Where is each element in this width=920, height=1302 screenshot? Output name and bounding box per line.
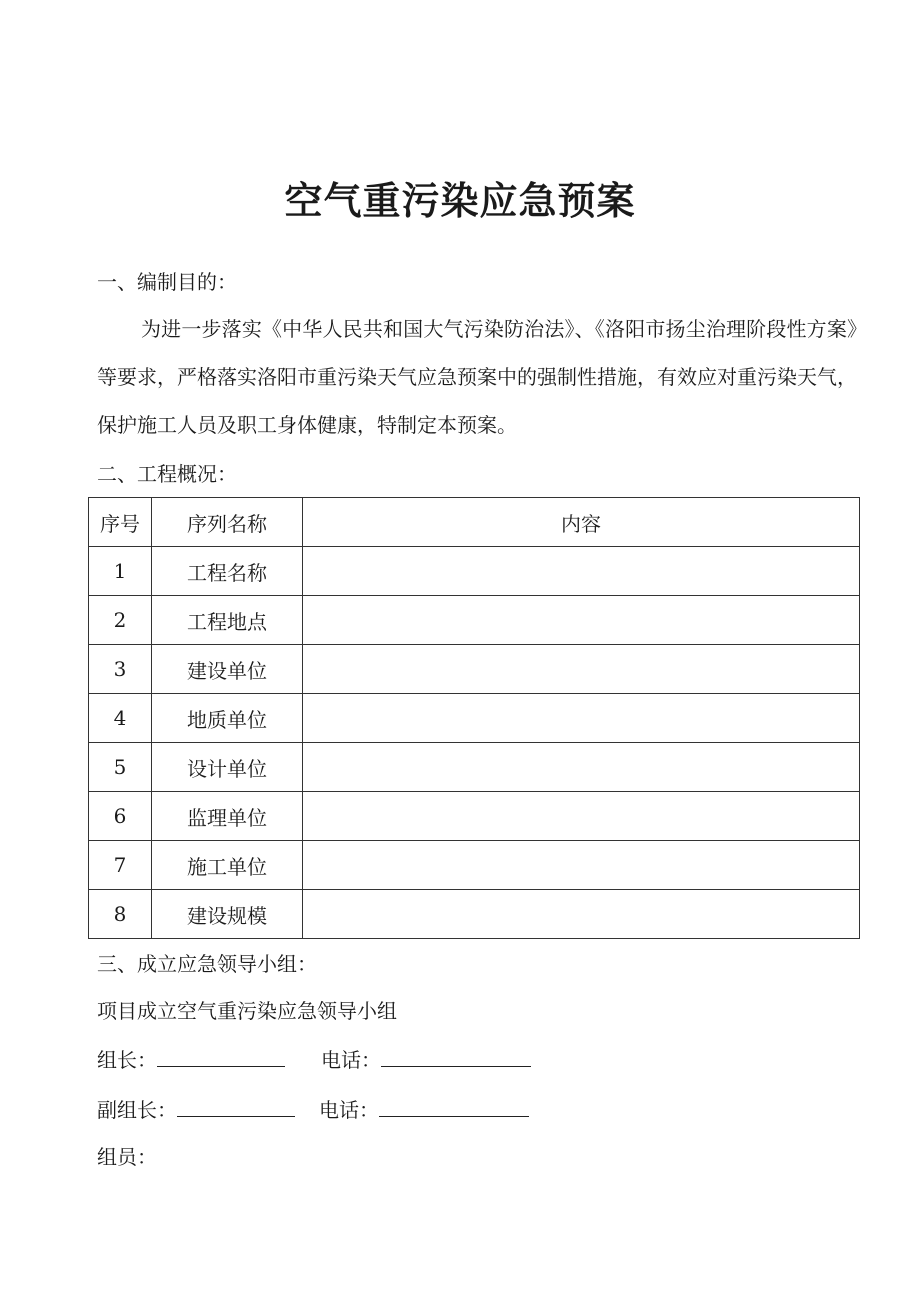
deputy-phone-blank[interactable] [379,1094,529,1117]
row-number: 8 [89,890,152,939]
deputy-phone-label: 电话： [319,1098,379,1122]
leader-phone-blank[interactable] [381,1044,531,1067]
leader-name-blank[interactable] [157,1044,285,1067]
document-title: 空气重污染应急预案 [284,178,636,223]
table-row [89,792,860,841]
table-row [89,841,860,890]
row-content-cell[interactable] [303,841,860,890]
project-overview-table [88,497,860,939]
row-item-name: 地质单位 [152,694,303,743]
table-row [89,645,860,694]
row-number: 5 [89,743,152,792]
table-row [89,890,860,939]
section-3-intro: 项目成立空气重污染应急领导小组 [97,999,397,1023]
section-1-paragraph: 为进一步落实《中华人民共和国大气污染防治法》、《洛阳市扬尘治理阶段性方案》等要求，严格落实洛阳市重污染天气应急预案中的强制性措施，有效应对重污染天气，保护施工人员及职工身体健康，特制定本预案。 [97,317,857,437]
row-item-name: 设计单位 [152,743,303,792]
section-3-heading: 三、成立应急领导小组： [97,952,317,976]
table-row [89,694,860,743]
row-item-name: 工程名称 [152,547,303,596]
row-number: 7 [89,841,152,890]
leader-label: 组长： [97,1048,157,1072]
table-header-row [89,498,860,547]
header-item-name: 序列名称 [152,498,303,547]
header-content: 内容 [303,498,860,547]
row-content-cell[interactable] [303,792,860,841]
deputy-leader-label: 副组长： [97,1098,177,1122]
row-content-cell[interactable] [303,743,860,792]
leader-phone-label: 电话： [321,1048,381,1072]
section-1-heading: 一、编制目的： [97,270,237,294]
row-content-cell[interactable] [303,890,860,939]
row-number: 1 [89,547,152,596]
row-number: 4 [89,694,152,743]
row-number: 2 [89,596,152,645]
table-row [89,547,860,596]
deputy-leader-name-blank[interactable] [177,1094,295,1117]
leader-row [97,1044,531,1074]
row-item-name: 监理单位 [152,792,303,841]
row-content-cell[interactable] [303,596,860,645]
row-item-name: 建设规模 [152,890,303,939]
row-item-name: 施工单位 [152,841,303,890]
table-row [89,596,860,645]
row-item-name: 工程地点 [152,596,303,645]
row-content-cell[interactable] [303,547,860,596]
members-label: 组员： [97,1145,157,1169]
section-2-heading: 二、工程概况： [97,462,237,486]
deputy-leader-row [97,1094,529,1124]
table-row [89,743,860,792]
row-item-name: 建设单位 [152,645,303,694]
header-seq-no: 序号 [89,498,152,547]
row-content-cell[interactable] [303,645,860,694]
row-number: 3 [89,645,152,694]
row-content-cell[interactable] [303,694,860,743]
row-number: 6 [89,792,152,841]
